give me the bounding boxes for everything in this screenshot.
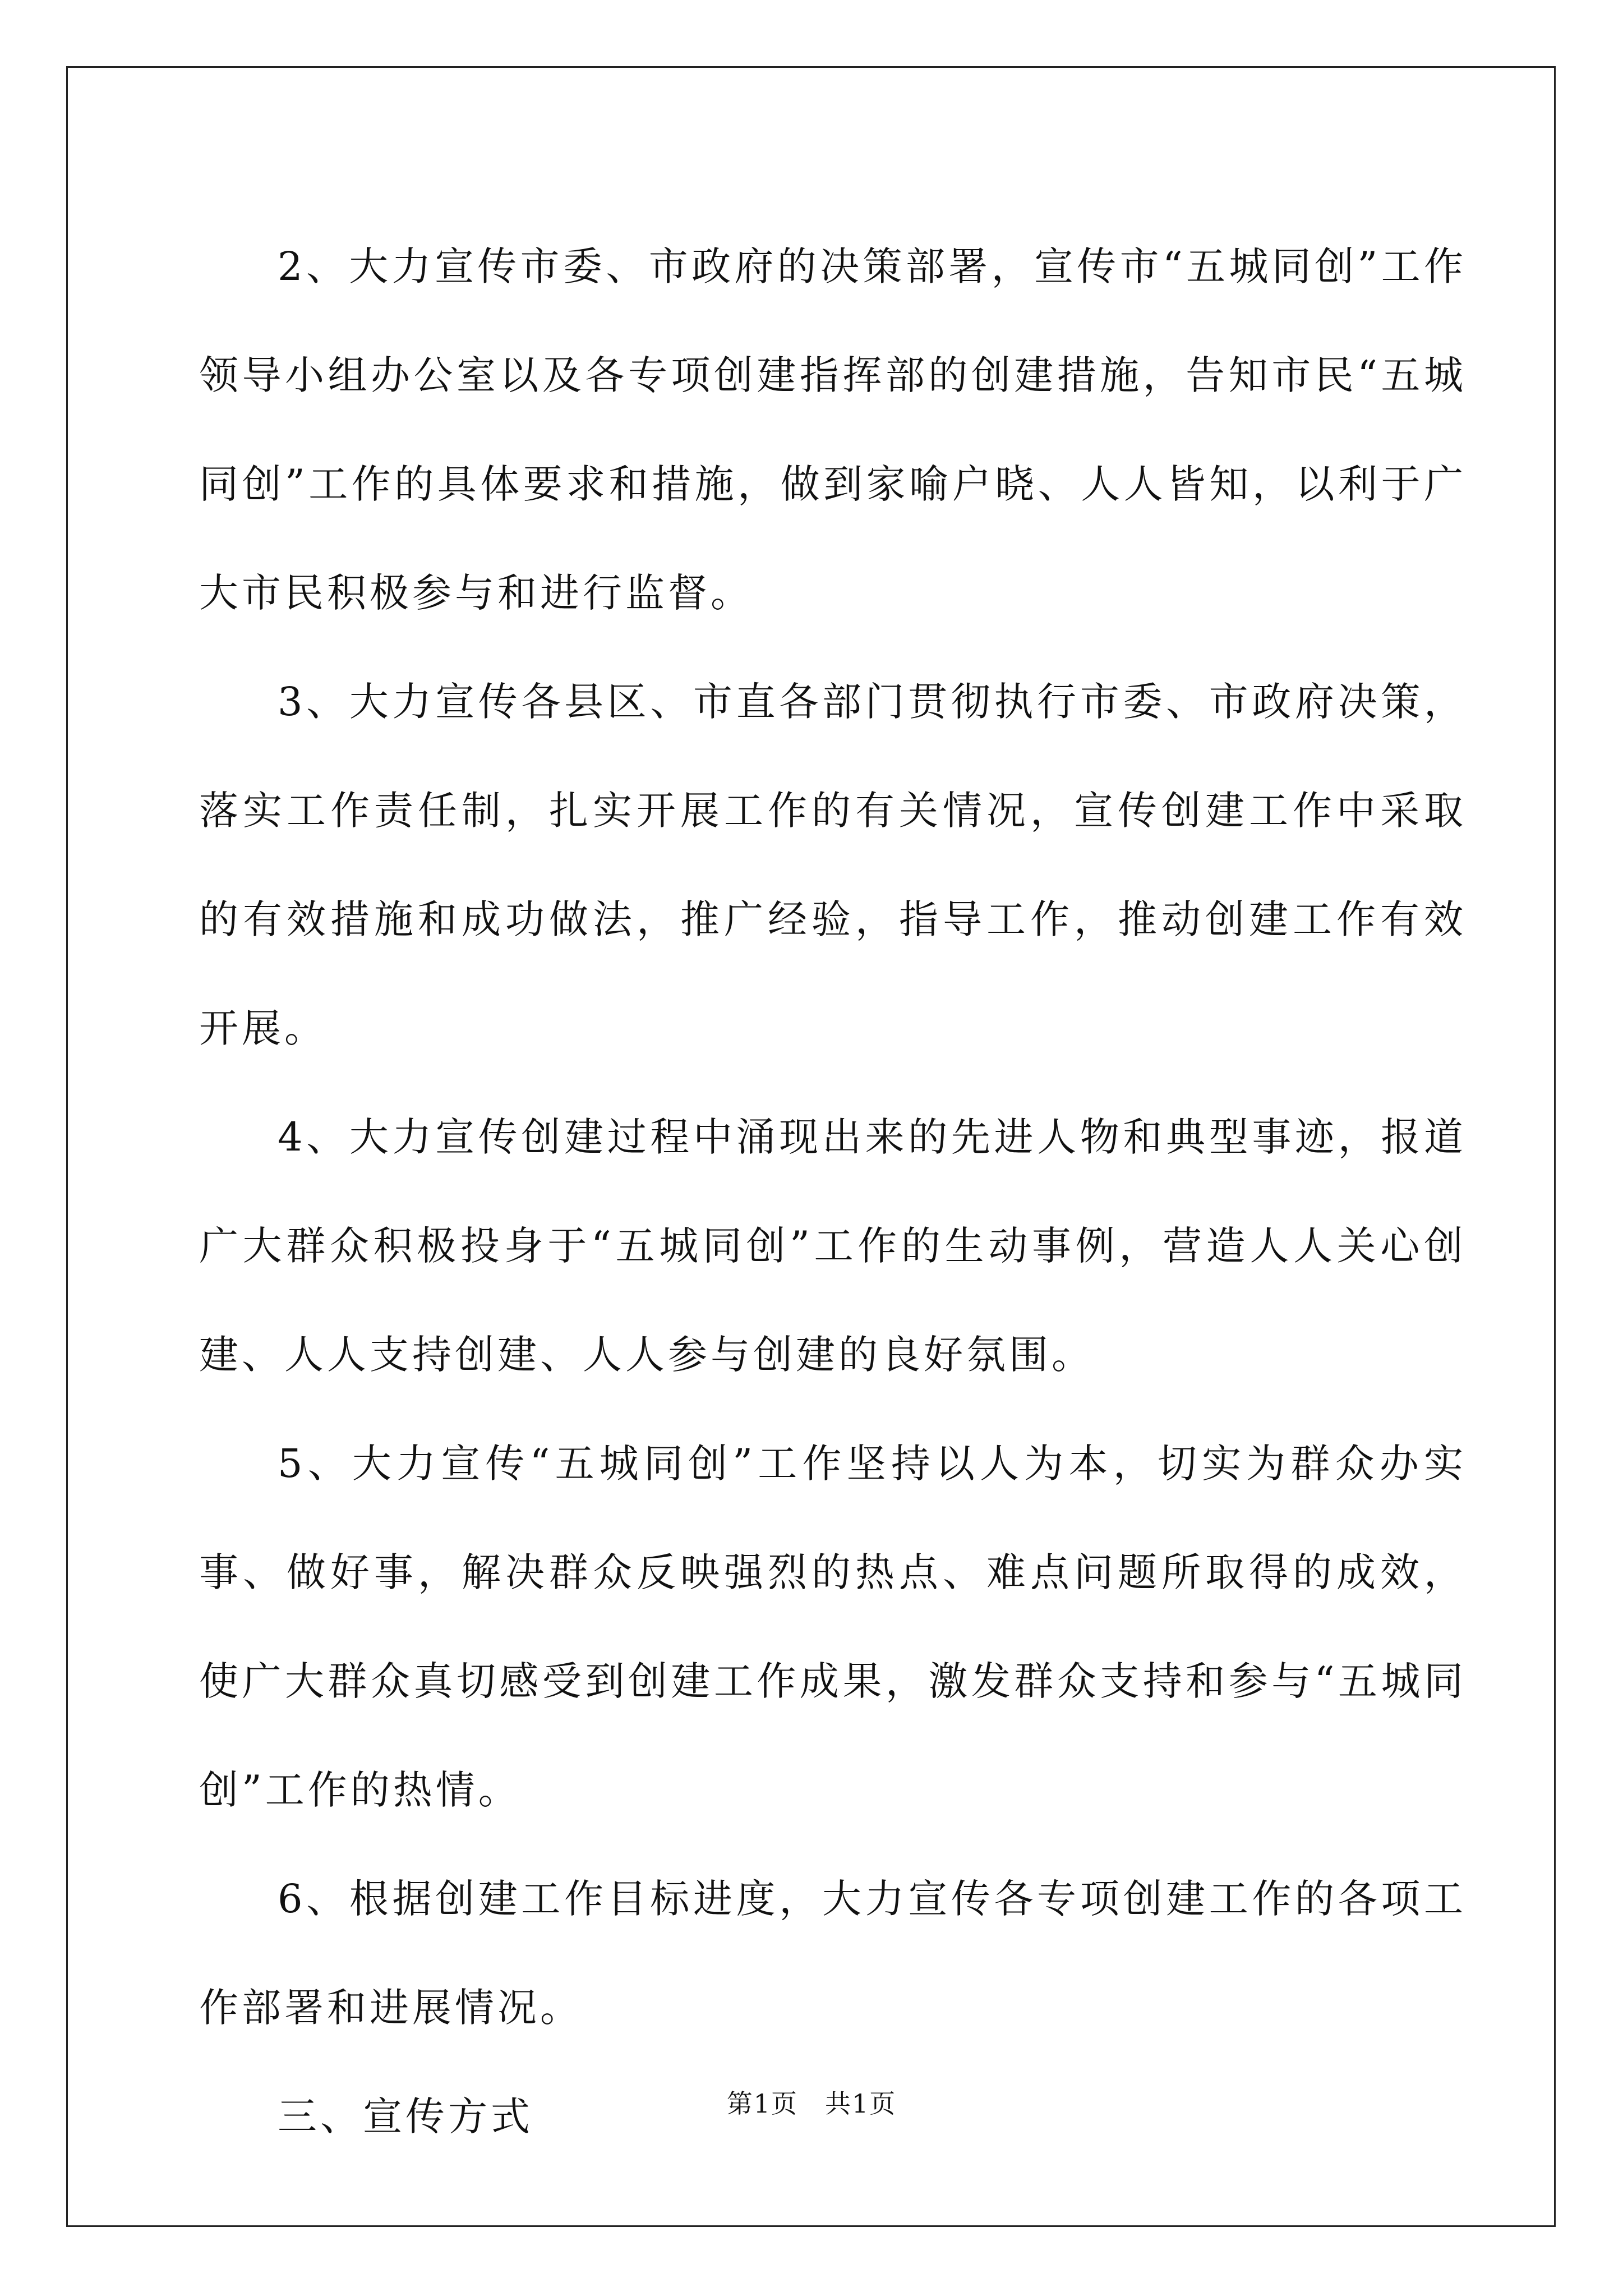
page-footer: 第1页 共1页 bbox=[726, 2088, 897, 2119]
paragraph-item-4: 4、大力宣传创建过程中涌现出来的先进人物和典型事迹，报道广大群众积极投身于“五城同创”工作的生动事例，营造人人关心创建、人人支持创建、人人参与创建的良好氛围。 bbox=[199, 1114, 1467, 1378]
document-body bbox=[199, 212, 1467, 2171]
paragraph-item-6: 6、根据创建工作目标进度，大力宣传各专项创建工作的各项工作部署和进展情况。 bbox=[199, 1876, 1467, 2031]
section-heading: 三、宣传方式 bbox=[278, 2093, 533, 2139]
paragraph-item-2: 2、大力宣传市委、市政府的决策部署，宣传市“五城同创”工作领导小组办公室以及各专项创建指挥部的创建措施，告知市民“五城同创”工作的具体要求和措施，做到家喻户晓、人人皆知，以利于广大市民积极参与和进行监督。 bbox=[199, 243, 1467, 616]
paragraph-item-3: 3、大力宣传各县区、市直各部门贯彻执行市委、市政府决策，落实工作责任制，扎实开展工作的有关情况，宣传创建工作中采取的有效措施和成功做法，推广经验，指导工作，推动创建工作有效开展。 bbox=[199, 679, 1467, 1051]
paragraph-item-5: 5、大力宣传“五城同创”工作坚持以人为本，切实为群众办实事、做好事，解决群众反映强烈的热点、难点问题所取得的成效，使广大群众真切感受到创建工作成果，激发群众支持和参与“五城同创”工作的热情。 bbox=[199, 1441, 1467, 1813]
